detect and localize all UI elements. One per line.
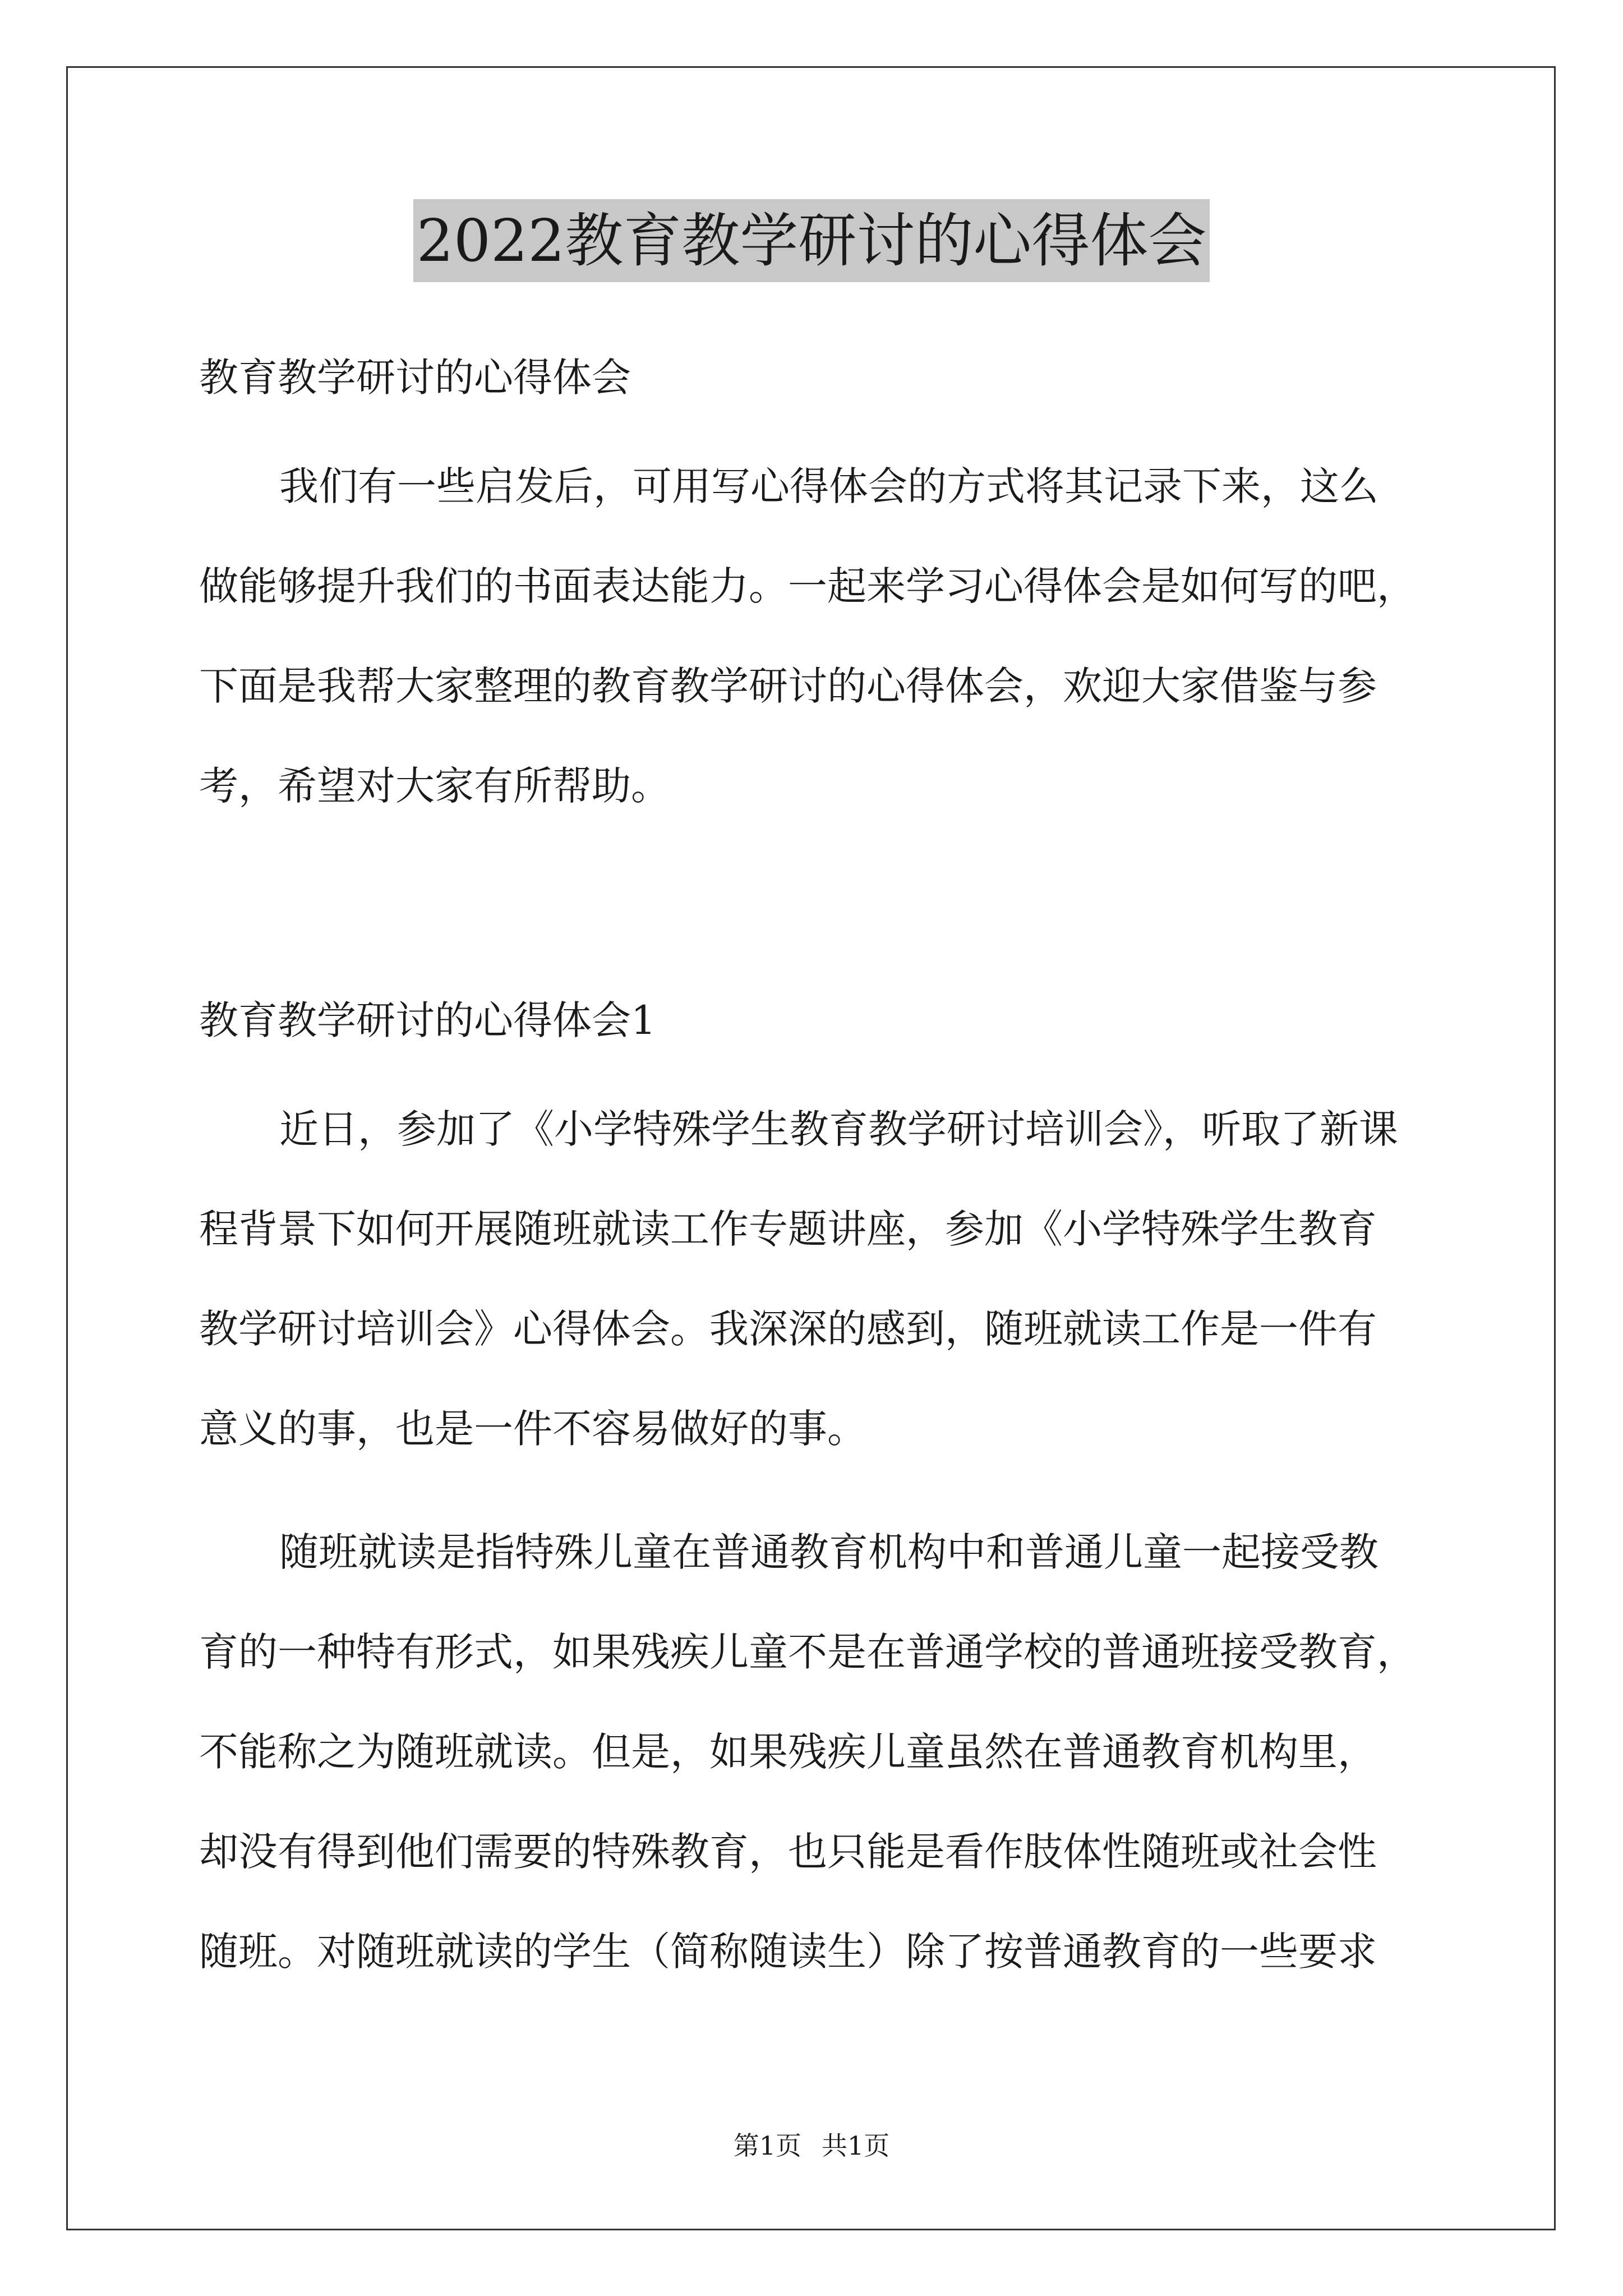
intro-line: 我们有一些启发后，可用写心得体会的方式将其记录下来，这么 [279,463,1378,509]
document-subtitle: 教育教学研讨的心得体会 [199,355,631,401]
title-container [0,199,1623,282]
page-footer [0,2129,1623,2162]
page-total: 共1页 [822,2131,890,2161]
intro-line: 考，希望对大家有所帮助。 [199,763,670,809]
paragraph-line: 教学研讨培训会》心得体会。我深深的感到，随班就读工作是一件有 [199,1306,1377,1352]
paragraph-line: 随班。对随班就读的学生（简称随读生）除了按普通教育的一些要求 [199,1929,1377,1975]
paragraph-line: 不能称之为随班就读。但是，如果残疾儿童虽然在普通教育机构里， [199,1729,1377,1775]
paragraph-line: 程背景下如何开展随班就读工作专题讲座，参加《小学特殊学生教育 [199,1206,1377,1252]
intro-line: 下面是我帮大家整理的教育教学研讨的心得体会，欢迎大家借鉴与参 [199,663,1377,709]
paragraph-line: 却没有得到他们需要的特殊教育，也只能是看作肢体性随班或社会性 [199,1829,1377,1875]
paragraph-line: 育的一种特有形式，如果残疾儿童不是在普通学校的普通班接受教育， [199,1629,1416,1675]
paragraph-line: 随班就读是指特殊儿童在普通教育机构中和普通儿童一起接受教 [279,1529,1378,1575]
section-heading: 教育教学研讨的心得体会1 [199,997,656,1043]
intro-line: 做能够提升我们的书面表达能力。一起来学习心得体会是如何写的吧， [199,563,1416,609]
paragraph-line: 近日，参加了《小学特殊学生教育教学研讨培训会》，听取了新课 [279,1106,1398,1152]
document-title: 2022教育教学研讨的心得体会 [413,199,1210,282]
paragraph-line: 意义的事，也是一件不容易做好的事。 [199,1406,866,1452]
page-number: 第1页 [733,2131,801,2161]
